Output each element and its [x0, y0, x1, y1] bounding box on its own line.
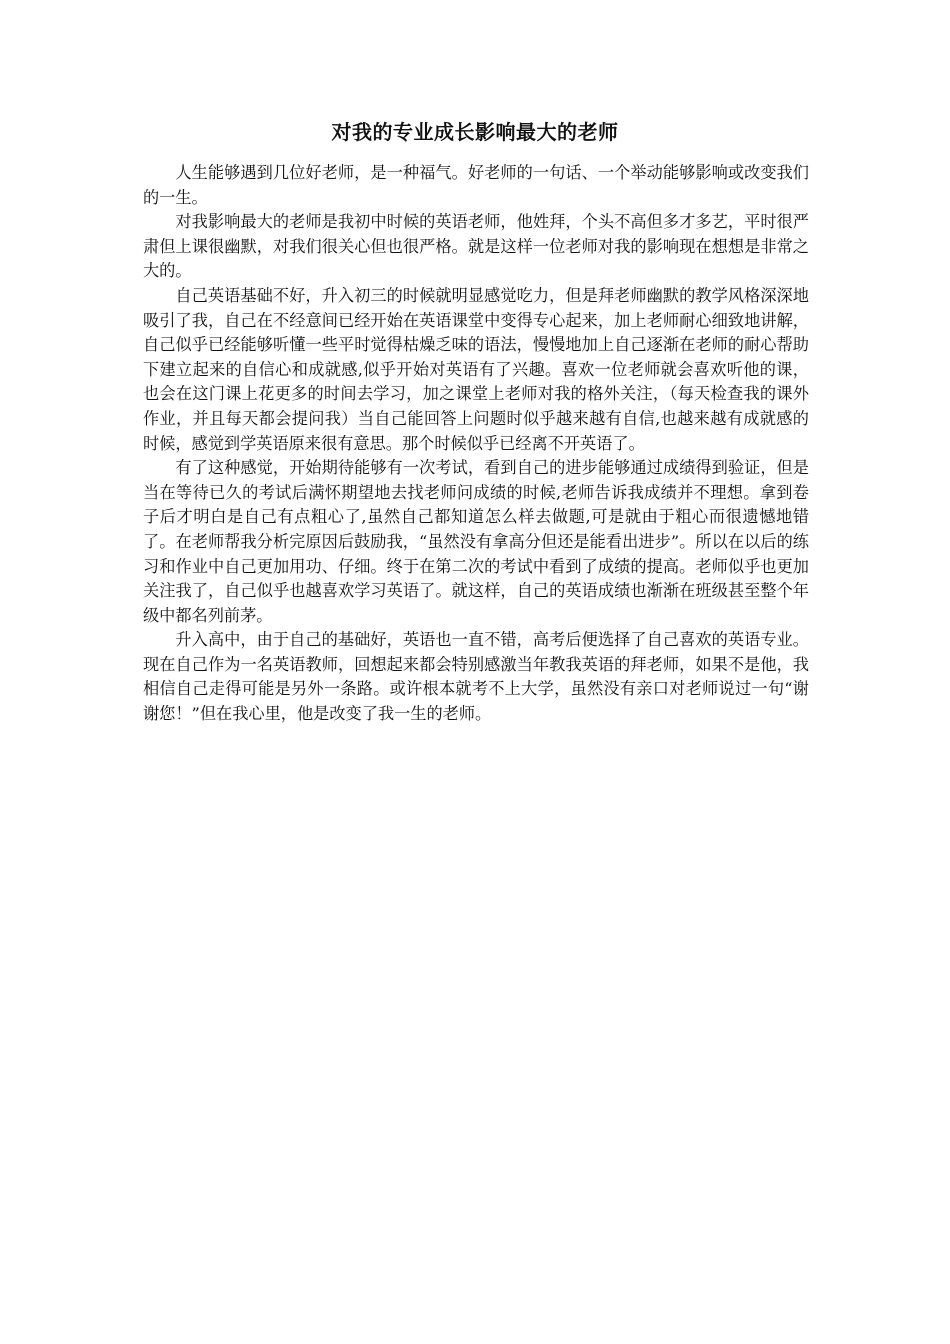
paragraph-3: 自己英语基础不好，升入初三的时候就明显感觉吃力，但是拜老师幽默的教学风格深深地吸引了我，自己在不经意间已经开始在英语课堂中变得专心起来，加上老师耐心细致地讲解，自己似乎已经能够听懂一些平时觉得枯燥乏味的语法，慢慢地加上自己逐渐在老师的耐心帮助下建立起来的自信心和成就感,似乎开始对英语有了兴趣。喜欢一位老师就会喜欢听他的课，也会在这门课上花更多的时间去学习，加之课堂上老师对我的格外关注，（每天检查我的课外作业，并且每天都会提问我）当自己能回答上问题时似乎越来越有自信,也越来越有成就感的时候，感觉到学英语原来很有意思。那个时候似乎已经离不开英语了。	[143, 285, 809, 453]
paragraph-5: 升入高中，由于自己的基础好，英语也一直不错，高考后便选择了自己喜欢的英语专业。现在自己作为一名英语教师，回想起来都会特别感激当年教我英语的拜老师，如果不是他，我相信自己走得可能是另外一条路。或许根本就考不上大学，虽然没有亲口对老师说过一句“谢谢您！”但在我心里，他是改变了我一生的老师。	[143, 630, 809, 724]
paragraph-4: 有了这种感觉，开始期待能够有一次考试，看到自己的进步能够通过成绩得到验证，但是当在等待已久的考试后满怀期望地去找老师问成绩的时候,老师告诉我成绩并不理想。拿到卷子后才明白是自己有点粗心了,虽然自己都知道怎么样去做题,可是就由于粗心而很遗憾地错了。在老师帮我分析完原因后鼓励我，“虽然没有拿高分但还是能看出进步”。所以在以后的练习和作业中自己更加用功、仔细。终于在第二次的考试中看到了成绩的提高。老师似乎也更加关注我了，自己似乎也越喜欢学习英语了。就这样，自己的英语成绩也渐渐在班级甚至整个年级中都名列前茅。	[143, 458, 809, 625]
document-title: 对我的专业成长影响最大的老师	[331, 120, 619, 144]
paragraph-2: 对我影响最大的老师是我初中时候的英语老师，他姓拜，个头不高但多才多艺，平时很严肃但上课很幽默，对我们很关心但也很严格。就是这样一位老师对我的影响现在想想是非常之大的。	[143, 212, 809, 281]
document-body	[143, 161, 809, 727]
paragraph-1: 人生能够遇到几位好老师，是一种福气。好老师的一句话、一个举动能够影响或改变我们的一生。	[143, 163, 809, 207]
